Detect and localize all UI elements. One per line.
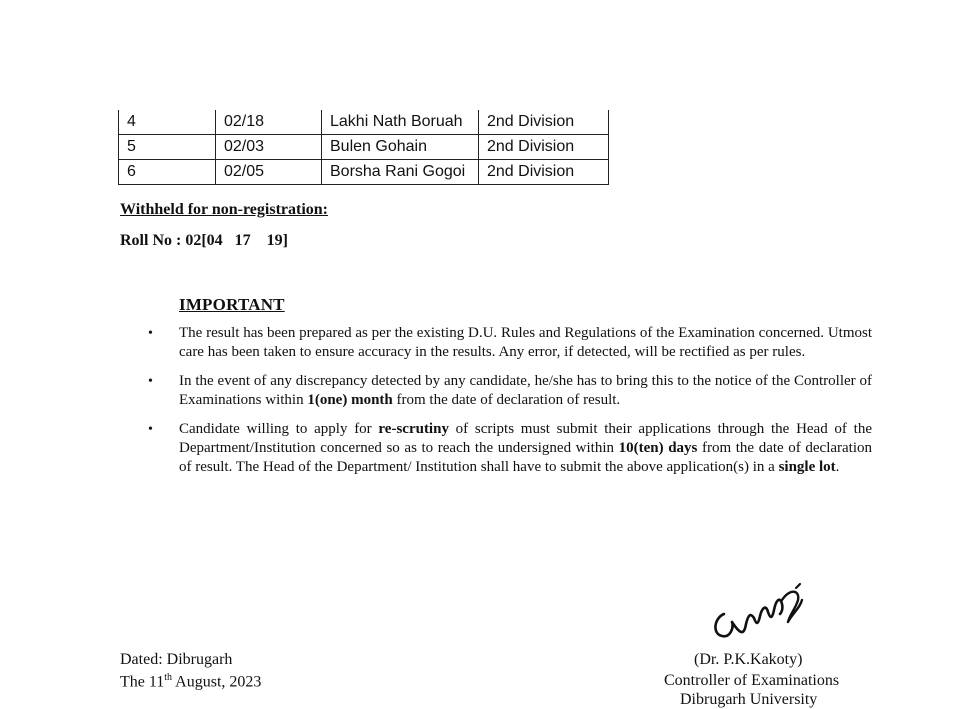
table-row <box>119 110 609 135</box>
signature-image <box>710 578 810 642</box>
item-text: from the date of declaration of result. <box>392 392 621 409</box>
table-row <box>119 160 609 185</box>
bullet-icon: • <box>148 373 153 389</box>
list-item <box>148 372 872 411</box>
table-cell-roll: 02/05 <box>216 160 322 185</box>
bullet-icon: • <box>148 326 153 341</box>
dated-place: Dated: Dibrugarh <box>120 651 233 668</box>
item-emphasis: re-scrutiny <box>378 420 449 437</box>
date-suffix: th <box>164 672 173 683</box>
table-cell-sl: 6 <box>119 160 216 185</box>
table-cell-name: Borsha Rani Gogoi <box>322 160 479 185</box>
important-list <box>148 324 872 487</box>
item-emphasis: 1(one) month <box>307 392 393 409</box>
table-cell-sl: 4 <box>119 110 216 135</box>
bullet-icon: • <box>148 421 153 437</box>
table-cell-name: Lakhi Nath Boruah <box>322 110 479 135</box>
item-text: The result has been prepared as per the existing D.U. Rules and Regulations of the Examination concerned. Utmost care has been taken to ensure accuracy in the results. Any error, if detected, will be rectified as per rules. <box>179 325 872 361</box>
withheld-heading: Withheld for non-registration: <box>120 201 329 218</box>
item-text: In the event of any discrepancy detected by any candidate, he/she has to bring this to the notice of the Controller of Examinations within <box>179 372 872 409</box>
signatory-org: Dibrugarh University <box>680 691 818 708</box>
table-cell-sl: 5 <box>119 135 216 160</box>
signatory-title: Controller of Examinations <box>664 672 840 689</box>
table-cell-result: 2nd Division <box>479 160 609 185</box>
table-cell-roll: 02/18 <box>216 110 322 135</box>
results-table <box>118 110 609 185</box>
item-text: of scripts must submit their applications through the Head of the Department/Institution concerned so as to reach the undersigned within <box>179 420 872 457</box>
signatory-name: (Dr. P.K.Kakoty) <box>694 651 803 668</box>
table-cell-result: 2nd Division <box>479 135 609 160</box>
table-cell-name: Bulen Gohain <box>322 135 479 160</box>
date-month-year: August, 2023 <box>172 673 262 691</box>
table-row <box>119 135 609 160</box>
item-emphasis: 10(ten) days <box>618 440 698 457</box>
list-item <box>148 420 872 478</box>
item-text: . <box>835 459 840 476</box>
date-day: The 11 <box>120 673 165 691</box>
withheld-roll-line: Roll No : 02[04 17 19] <box>120 232 288 249</box>
item-text: Candidate willing to apply for <box>179 420 379 437</box>
list-item <box>148 324 872 363</box>
item-text: from the date of declaration of result. The Head of the Department/ Institution shall have to submit the above application(s) in a <box>179 440 873 476</box>
table-cell-result: 2nd Division <box>479 110 609 135</box>
dated-date <box>120 672 261 691</box>
item-emphasis: single lot <box>778 459 836 476</box>
important-heading: IMPORTANT <box>179 295 285 314</box>
table-cell-roll: 02/03 <box>216 135 322 160</box>
